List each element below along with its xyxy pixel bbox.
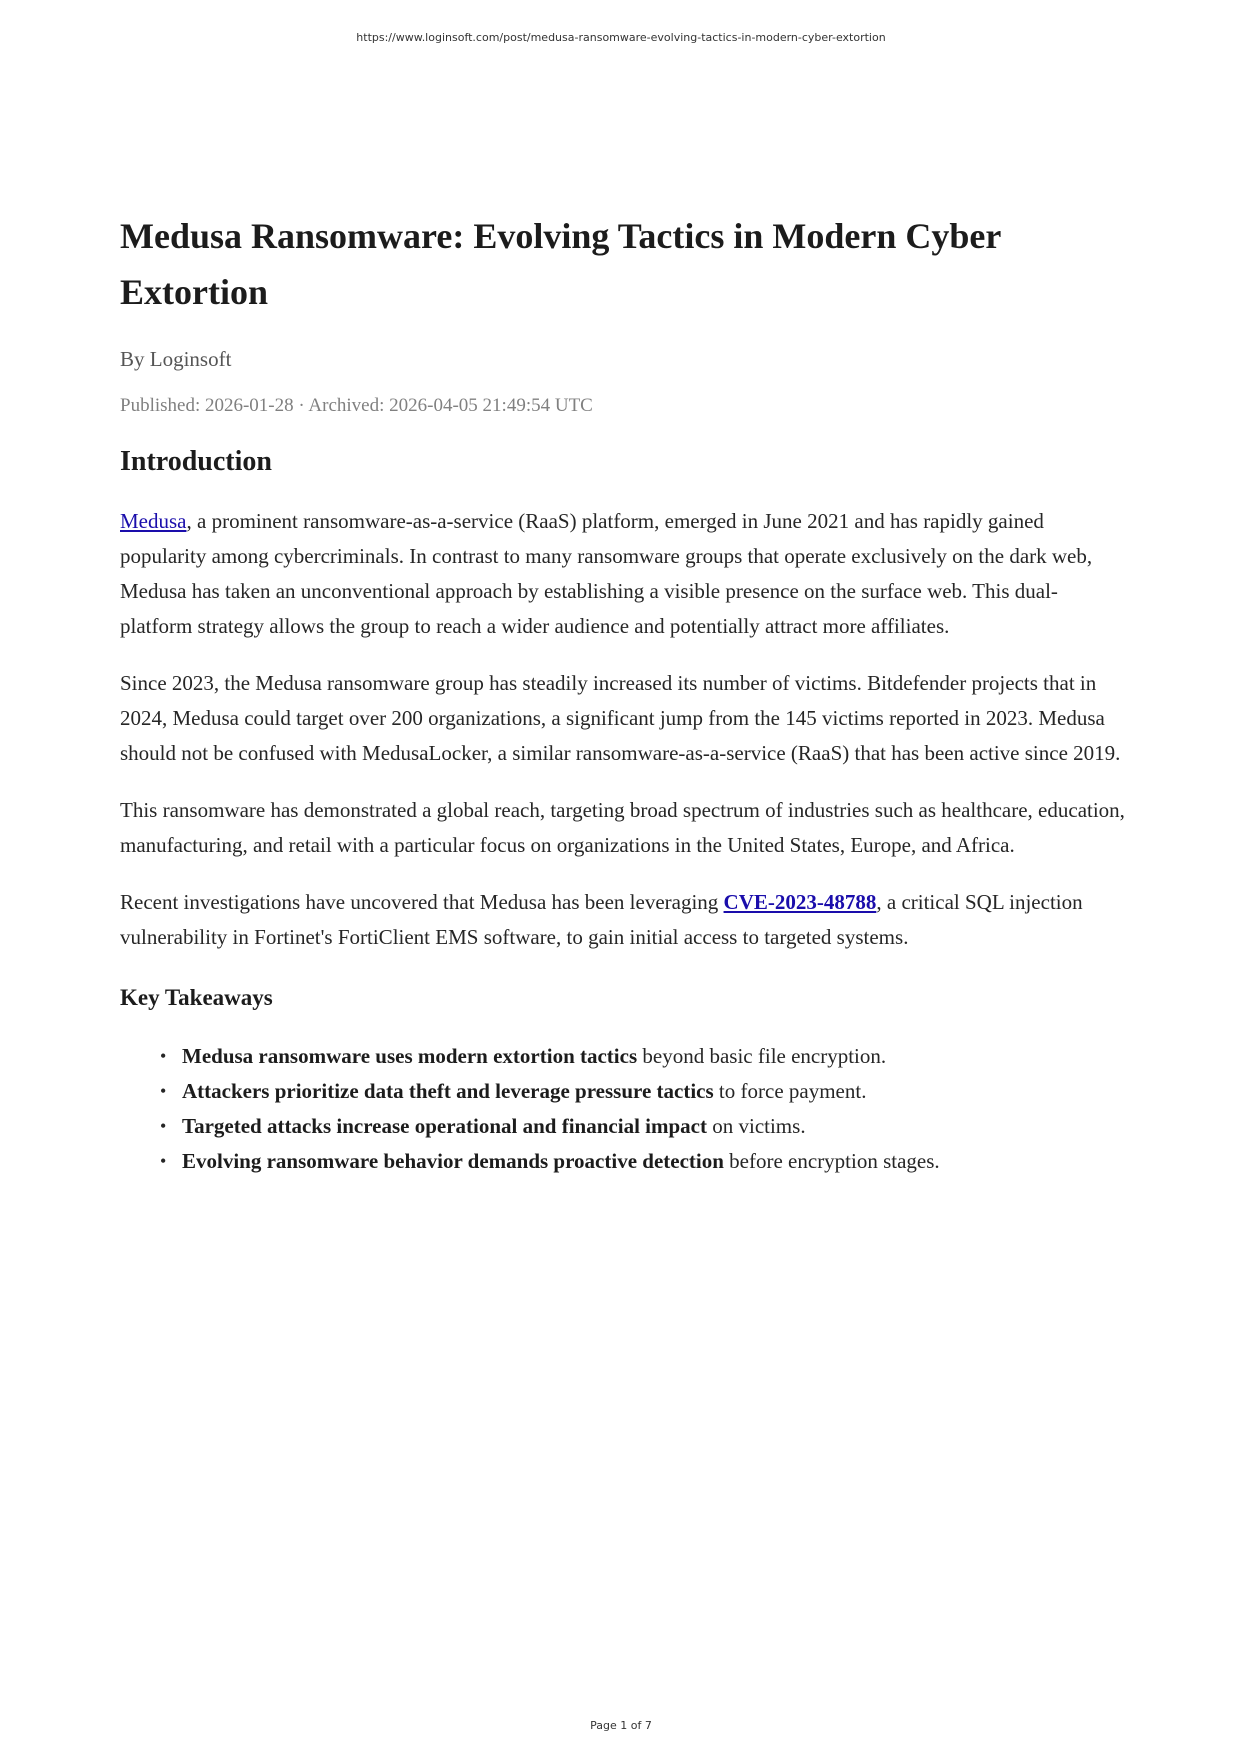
list-item-bold: Evolving ransomware behavior demands proactive detection bbox=[182, 1149, 724, 1173]
paragraph-2: Since 2023, the Medusa ransomware group has steadily increased its number of victims. Bitdefender projects that in 2024, Medusa could target over 200 organizations, a significant jump from the 145 victims reported in 2023. Medusa should not be confused with MedusaLocker, a similar ransomware-as-a-service (RaaS) that has been active since 2019. bbox=[120, 671, 1121, 765]
list-item-text: beyond basic file encryption. bbox=[637, 1044, 887, 1068]
bullet-icon: • bbox=[160, 1116, 167, 1136]
list-item bbox=[160, 1109, 1130, 1144]
list-item bbox=[160, 1074, 1130, 1109]
key-takeaways-heading: Key Takeaways bbox=[120, 985, 273, 1010]
bullet-icon: • bbox=[160, 1081, 167, 1101]
paragraph-4-text-before: Recent investigations have uncovered that Medusa has been leveraging bbox=[120, 890, 724, 914]
introduction-heading: Introduction bbox=[120, 446, 272, 477]
paragraph-3: This ransomware has demonstrated a global reach, targeting broad spectrum of industries such as healthcare, education, manufacturing, and retail with a particular focus on organizations in the United States, Europe, and Africa. bbox=[120, 798, 1125, 857]
list-item bbox=[160, 1144, 1130, 1179]
paragraph-1-text: , a prominent ransomware-as-a-service (RaaS) platform, emerged in June 2021 and has rapidly gained popularity among cybercriminals. In contrast to many ransomware groups that operate exclusively on the dark web, Medusa has taken an unconventional approach by establishing a visible presence on the surface web. This dual-platform strategy allows the group to reach a wider audience and potentially attract more affiliates. bbox=[120, 509, 1093, 638]
article bbox=[120, 208, 1130, 1179]
medusa-link[interactable]: Medusa bbox=[120, 509, 187, 533]
list-item bbox=[160, 1039, 1130, 1074]
page-number: Page 1 of 7 bbox=[590, 1719, 652, 1732]
list-item-text: before encryption stages. bbox=[723, 1149, 940, 1173]
paragraph-4 bbox=[120, 885, 1130, 955]
list-item-bold: Targeted attacks increase operational and financial impact bbox=[182, 1114, 707, 1138]
key-takeaways-list bbox=[120, 1039, 1130, 1179]
list-item-bold: Medusa ransomware uses modern extortion tactics bbox=[182, 1044, 638, 1068]
bullet-icon: • bbox=[160, 1046, 167, 1066]
paragraph-1 bbox=[120, 504, 1130, 644]
article-byline: By Loginsoft bbox=[120, 347, 232, 371]
cve-link[interactable]: CVE-2023-48788 bbox=[723, 890, 877, 914]
bullet-icon: • bbox=[160, 1151, 167, 1171]
page-url-header: https://www.loginsoft.com/post/medusa-ransomware-evolving-tactics-in-modern-cyber-extortion bbox=[356, 31, 886, 44]
paragraph-4-text-after: , a critical SQL injection vulnerability in Fortinet's FortiClient EMS software, to gain initial access to targeted systems. bbox=[120, 890, 1083, 949]
list-item-text: on victims. bbox=[706, 1114, 806, 1138]
list-item-bold: Attackers prioritize data theft and leverage pressure tactics bbox=[182, 1079, 714, 1103]
list-item-text: to force payment. bbox=[713, 1079, 867, 1103]
article-meta: Published: 2026-01-28 · Archived: 2026-04-05 21:49:54 UTC bbox=[120, 395, 593, 416]
article-title: Medusa Ransomware: Evolving Tactics in Modern Cyber Extortion bbox=[120, 216, 1001, 312]
